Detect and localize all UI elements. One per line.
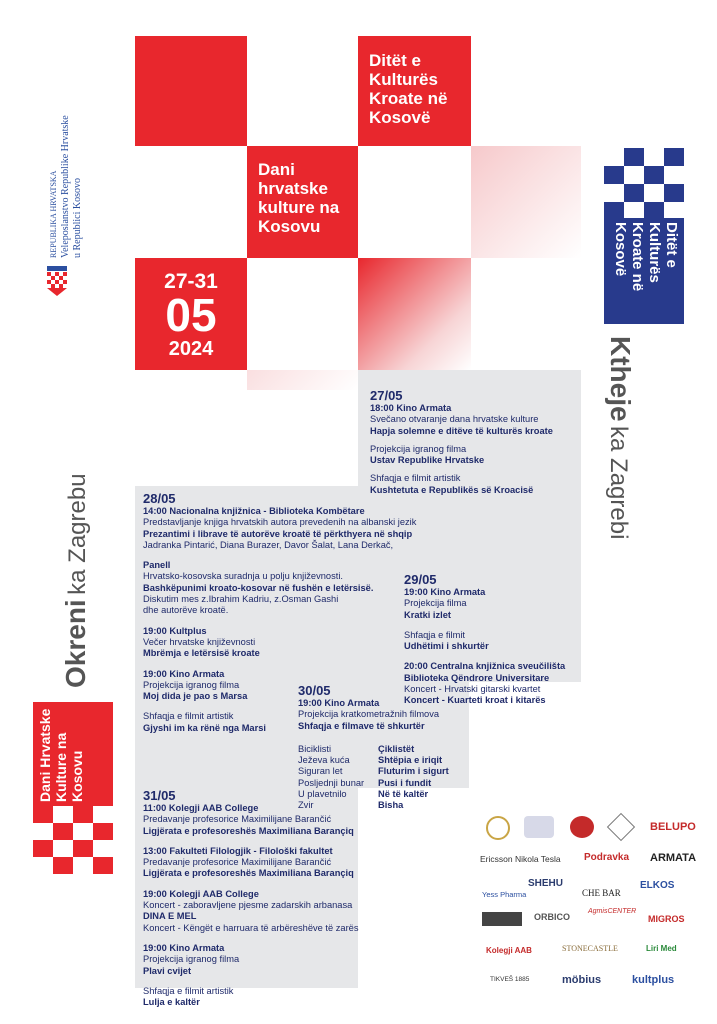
title-sq: Ditët e Kulturës Kroate në Kosovë <box>369 51 448 127</box>
title-hr: Dani hrvatske kulture na Kosovu <box>258 160 340 236</box>
day-31-line: Plavi cvijet <box>143 965 192 976</box>
day-29-line: Projekcija filma <box>404 598 467 609</box>
embassy-line-1: REPUBLIKA HRVATSKA <box>49 170 58 258</box>
navy-title-box <box>604 218 684 324</box>
checker-fade-2 <box>471 146 581 258</box>
checker-fade-4 <box>247 370 358 390</box>
films-sq <box>378 744 449 812</box>
checker-square-1 <box>135 36 247 146</box>
day-27-line: Projekcija igranog filma <box>370 443 467 454</box>
date-range: 27-31 <box>164 270 218 293</box>
day-31-line: 13:00 Fakulteti Filologjik - Filološki fakultet <box>143 845 333 856</box>
sponsor-tikves: TIKVEŠ 1885 <box>490 976 530 983</box>
sponsor-podravka: Podravka <box>584 852 630 863</box>
day-30-line: 19:00 Kino Armata <box>298 698 380 708</box>
day-29-date: 29/05 <box>404 572 437 587</box>
day-28-date: 28/05 <box>143 491 176 506</box>
day-31-line: 11:00 Kolegji AAB College <box>143 803 259 813</box>
day-27-line: Svečano otvaranje dana hrvatske kulture <box>370 414 539 425</box>
day-30-line: Projekcija kratkometražnih filmova <box>298 709 440 720</box>
navy-checker <box>604 148 684 324</box>
sponsor-orbico: ORBICO <box>534 912 570 922</box>
day-31-line: Ligjërata e profesoreshës Maximiliana Barançiq <box>143 825 354 836</box>
checker-square-sq-title <box>358 36 471 146</box>
day-28-line: Gjyshi im ka rënë nga Marsi <box>143 722 266 733</box>
day-28-line: Diskutim mes z.Ibrahim Kadriu, z.Osman Gashi <box>143 594 339 605</box>
day-27-line: Ustav Republike Hrvatske <box>370 455 485 466</box>
red-title: Dani Hrvatske Kulture na Kosovu <box>37 708 85 802</box>
okreni-bold: Okreni <box>60 599 91 688</box>
sponsor-seal-icon <box>486 816 510 840</box>
okreni-light: ka Zagrebu <box>64 473 91 595</box>
sponsor-elkos: ELKOS <box>640 880 675 891</box>
film-sq: Shtëpia e iriqit <box>378 755 443 766</box>
day-31-line: Predavanje profesorice Maximilijane Barančić <box>143 857 332 868</box>
sponsor-diamond-icon <box>607 813 635 841</box>
day-31-line: Ligjërata e profesoreshës Maximiliana Barançiq <box>143 868 354 879</box>
sponsor-migros: MIGROS <box>648 914 685 924</box>
coat-of-arms-icon <box>46 266 68 296</box>
sponsor-shehu: SHEHU <box>528 878 564 889</box>
day-31-line: 19:00 Kolegji AAB College <box>143 888 259 899</box>
sponsor-chebar: CHE BAR <box>582 888 621 898</box>
date-square <box>135 258 247 370</box>
sponsor-emblem-icon <box>524 816 554 838</box>
day-31-line: Lulja e kaltër <box>143 997 200 1008</box>
sponsor-belupo: BELUPO <box>650 821 696 833</box>
sponsor-logos <box>478 808 698 998</box>
checker-fade-3 <box>358 258 471 370</box>
film-hr: Posljednji bunar <box>298 777 365 788</box>
sponsor-stonecastle: STONECASTLE <box>562 944 618 953</box>
day-31-line: Koncert - zaboravljene pjesme zadarskih arbanasa <box>143 900 353 911</box>
kthehu-bold: Ktheje <box>605 336 636 422</box>
day-27-line: Shfaqja e filmit artistik <box>370 473 461 484</box>
sponsor-yess: Yess Pharma <box>482 890 527 899</box>
sponsor-armata: ARMATA <box>650 852 697 864</box>
sponsor-aab: Kolegji AAB <box>486 946 532 955</box>
day-29-line: Koncert - Kuarteti kroat i kitarës <box>404 695 546 706</box>
red-checker <box>33 702 113 874</box>
day-31-line: DINA E MEL <box>143 911 197 922</box>
day-31-line: Shfaqja e filmit artistik <box>143 985 234 996</box>
day-29-line: 20:00 Centralna knjižnica sveučilišta <box>404 661 566 672</box>
film-hr: Zvir <box>298 800 314 811</box>
day-29-line: Udhëtimi i shkurtër <box>404 641 489 652</box>
day-27-line: Hapja solemne e ditëve të kulturës kroate <box>370 425 553 436</box>
sponsor-dark-logo-icon <box>482 912 522 926</box>
day-28-line: Prezantimi i librave të autorëve kroatë të përkthyera në shqip <box>143 528 413 539</box>
day-30-line: Shfaqja e filmave të shkurtër <box>298 720 425 731</box>
day-28-line: Bashkëpunimi kroato-kosovar në fushën e letërsisë. <box>143 582 374 593</box>
day-28-line: Moj dida je pao s Marsa <box>143 691 248 702</box>
day-31-line: Projekcija igranog filma <box>143 954 240 965</box>
embassy-line-3: u Republici Kosovo <box>72 178 83 258</box>
film-sq: Pusi i fundit <box>378 777 432 788</box>
day-27 <box>370 388 580 496</box>
day-28-line: 19:00 Kultplus <box>143 625 207 636</box>
checker-square-hr-title <box>247 146 358 258</box>
day-29-line: Biblioteka Qëndrore Universitare <box>404 672 550 683</box>
day-28-line: Mbrëmja e letërsisë kroate <box>143 648 260 659</box>
day-28-line: Hrvatsko-kosovska suradnja u polju književnosti. <box>143 571 343 582</box>
sponsor-agmiscenter: AgmisCENTER <box>588 908 637 915</box>
day-27-line: Kushtetuta e Republikës së Kroacisë <box>370 484 534 495</box>
day-28-line: Predstavljanje knjiga hrvatskih autora prevedenih na albanski jezik <box>143 517 417 528</box>
day-28-line: 14:00 Nacionalna knjižnica - Biblioteka Kombëtare <box>143 506 365 516</box>
film-sq: Fluturim i sigurt <box>378 766 449 777</box>
film-hr: U plavetnilo <box>298 789 347 800</box>
day-28-line: dhe autorëve kroatë. <box>143 605 229 616</box>
film-hr: Ježeva kuća <box>298 755 350 766</box>
sponsor-badge-icon <box>570 816 594 838</box>
day-29-line: Koncert - Hrvatski gitarski kvartet <box>404 684 541 695</box>
day-31-line: Predavanje profesorice Maximilijane Barančić <box>143 814 332 825</box>
day-28-line: Projekcija igranog filma <box>143 679 240 690</box>
day-29-line: Shfaqja e filmit <box>404 629 465 640</box>
sponsor-tesla: Ericsson Nikola Tesla <box>480 854 561 864</box>
navy-title: Ditët e Kulturës Kroate në Kosovë <box>612 222 680 292</box>
day-28-line: Shfaqja e filmit artistik <box>143 711 234 722</box>
day-28-line: Jadranka Pintarić, Diana Burazer, Davor Šalat, Lana Derkač, <box>143 539 394 550</box>
day-31 <box>143 788 363 1008</box>
day-31-line: Koncert - Këngët e harruara të arbëreshëve të zarës <box>143 922 359 933</box>
red-title-box <box>33 702 113 806</box>
date-month: 05 <box>165 289 217 341</box>
day-28-line: 19:00 Kino Armata <box>143 668 225 679</box>
day-28-line: Panell <box>143 560 171 571</box>
day-30-date: 30/05 <box>298 683 331 698</box>
okreni-text <box>60 473 92 688</box>
day-27-date: 27/05 <box>370 388 403 403</box>
embassy-text <box>48 115 84 258</box>
day-31-line: 19:00 Kino Armata <box>143 942 225 953</box>
day-29-line: 19:00 Kino Armata <box>404 587 486 597</box>
day-29-line: Kratki izlet <box>404 609 452 620</box>
kthehu-light: ka Zagrebi <box>605 426 632 540</box>
embassy-line-2: Veleposlanstvo Republike Hrvatske <box>60 115 71 258</box>
film-sq: Bisha <box>378 800 404 811</box>
film-hr: Biciklisti <box>298 743 332 754</box>
sponsor-kultplus: kultplus <box>632 974 675 986</box>
sponsor-mobius: möbius <box>562 974 602 986</box>
sponsor-lirimed: Liri Med <box>646 944 677 953</box>
film-sq: Në të kaltër <box>378 789 429 800</box>
day-27-line: 18:00 Kino Armata <box>370 403 452 413</box>
film-sq: Çiklistët <box>378 743 415 754</box>
date-year: 2024 <box>168 338 214 360</box>
day-28-line: Večer hrvatske književnosti <box>143 636 256 647</box>
film-hr: Siguran let <box>298 766 343 777</box>
day-31-date: 31/05 <box>143 788 176 803</box>
kthehu-text <box>604 336 636 539</box>
